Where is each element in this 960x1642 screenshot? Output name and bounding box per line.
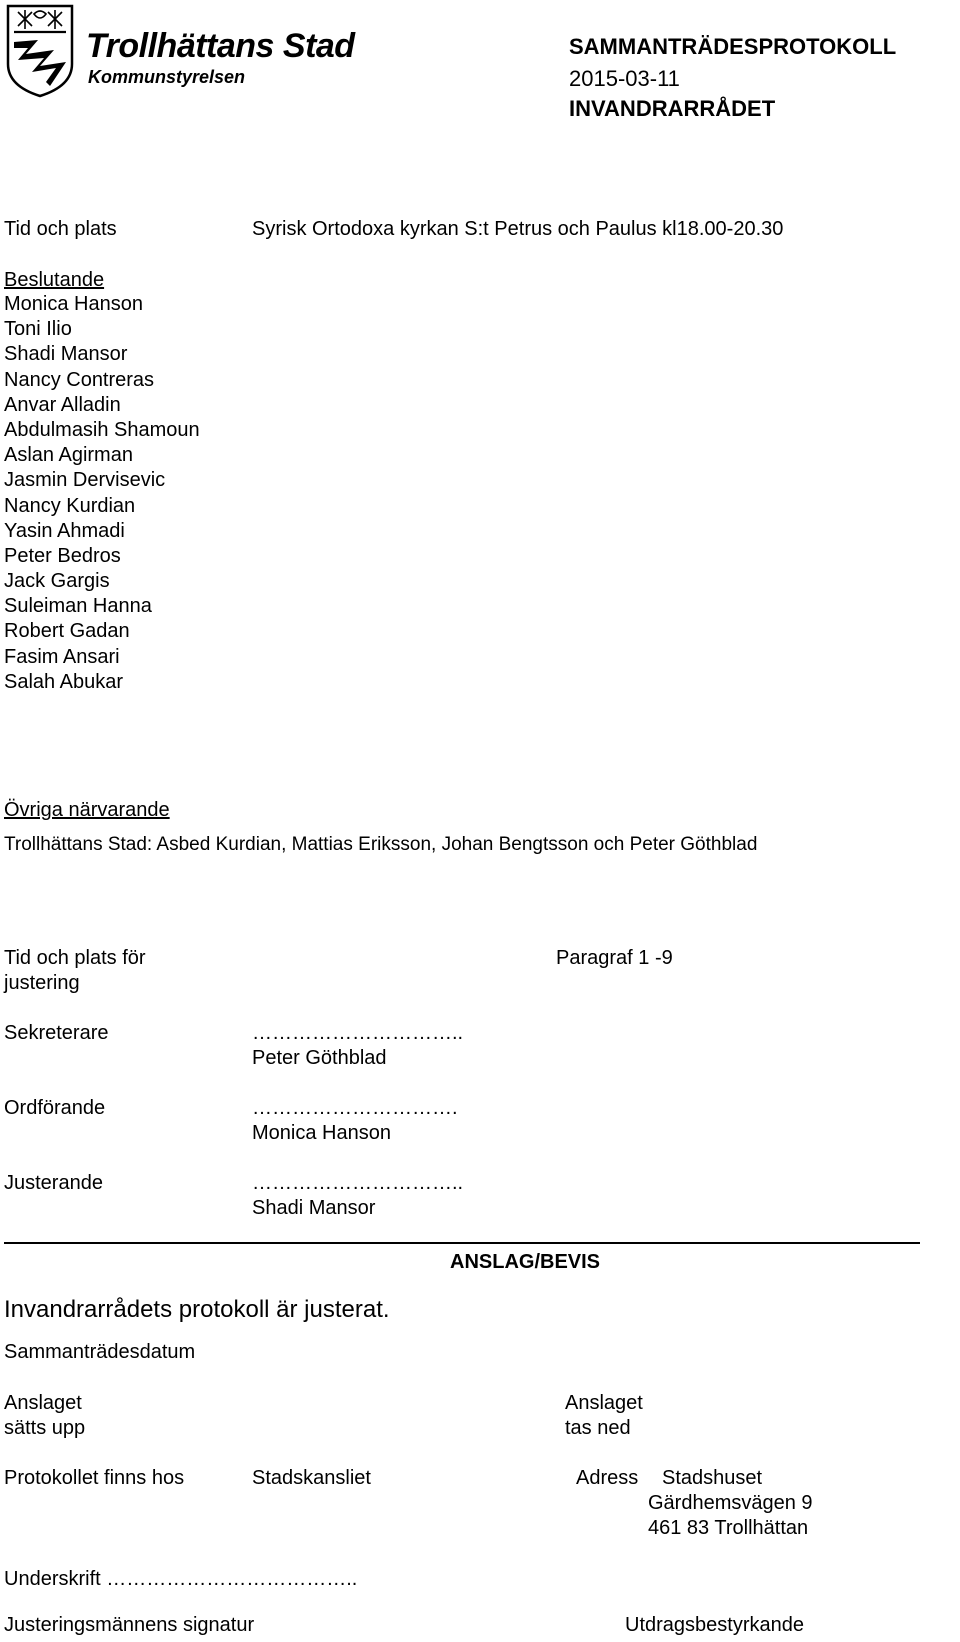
document-date: 2015-03-11 — [569, 66, 680, 91]
organization-name: Trollhättans Stad — [86, 27, 355, 65]
document-type: SAMMANTRÄDESPROTOKOLL — [569, 34, 897, 59]
paragraph-range: Paragraf 1 -9 — [556, 947, 673, 969]
time-place-value: Syrisk Ortodoxa kyrkan S:t Petrus och Paulus kl18.00-20.30 — [252, 218, 784, 240]
decision-maker-item: Fasim Ansari — [4, 645, 120, 668]
decision-makers-list — [4, 292, 200, 695]
chair-label: Ordförande — [4, 1097, 106, 1119]
chair-name: Monica Hanson — [252, 1122, 391, 1144]
secretary-name: Peter Göthblad — [252, 1047, 387, 1069]
protocol-kept-value: Stadskansliet — [252, 1467, 371, 1489]
decision-maker-item: Monica Hanson — [4, 293, 143, 315]
decision-maker-item: Nancy Kurdian — [4, 494, 136, 517]
address-line-2: Gärdhemsvägen 9 — [648, 1492, 813, 1514]
organization-subtitle: Kommunstyrelsen — [88, 67, 246, 87]
time-place-label: Tid och plats — [4, 218, 117, 240]
certified-extract-label: Utdragsbestyrkande — [625, 1614, 804, 1636]
decision-maker-item: Nancy Contreras — [4, 368, 155, 391]
address-label: Adress — [576, 1467, 639, 1489]
others-present-text: Trollhättans Stad: Asbed Kurdian, Mattias Eriksson, Johan Bengtsson och Peter Göthblad — [4, 834, 758, 855]
posted-label: Anslaget — [4, 1392, 82, 1414]
chair-signature-line: …………………………. — [252, 1097, 458, 1119]
decision-maker-item: Aslan Agirman — [4, 444, 133, 467]
decision-maker-item: Peter Bedros — [4, 544, 121, 567]
adjuster-name: Shadi Mansor — [252, 1197, 376, 1219]
posted-label-cont: sätts upp — [4, 1417, 86, 1439]
decision-maker-item: Jack Gargis — [4, 570, 110, 593]
decision-maker-item: Abdulmasih Shamoun — [4, 418, 200, 441]
decision-maker-item: Suleiman Hanna — [4, 595, 152, 618]
coat-of-arms-logo — [4, 2, 76, 98]
secretary-signature-line: ………………………….. — [252, 1022, 464, 1044]
protocol-kept-label: Protokollet finns hos — [4, 1467, 185, 1489]
section-divider — [4, 1242, 920, 1244]
adjusters-signature-label: Justeringsmännens signatur — [4, 1614, 255, 1636]
notice-heading: ANSLAG/BEVIS — [450, 1251, 601, 1273]
adjustment-label-cont: justering — [4, 972, 80, 994]
meeting-date-label: Sammanträdesdatum — [4, 1341, 196, 1363]
removed-label: Anslaget — [565, 1392, 643, 1414]
decision-maker-item: Jasmin Dervisevic — [4, 469, 166, 492]
adjuster-label: Justerande — [4, 1172, 103, 1194]
council-name: INVANDRARRÅDET — [569, 96, 776, 121]
decision-makers-heading: Beslutande — [4, 269, 105, 291]
adjuster-signature-line: ………………………….. — [252, 1172, 464, 1194]
removed-label-cont: tas ned — [565, 1417, 631, 1439]
decision-maker-item: Yasin Ahmadi — [4, 519, 125, 542]
decision-maker-item: Salah Abukar — [4, 670, 123, 693]
address-line-1: Stadshuset — [662, 1467, 763, 1489]
adjustment-label: Tid och plats för — [4, 947, 146, 969]
others-present-heading: Övriga närvarande — [4, 799, 170, 821]
signature-line: Underskrift ……………………………….. — [4, 1568, 358, 1590]
decision-maker-item: Toni Ilio — [4, 318, 72, 341]
protocol-statement: Invandrarrådets protokoll är justerat. — [4, 1296, 390, 1323]
decision-maker-item: Anvar Alladin — [4, 393, 121, 416]
decision-maker-item: Robert Gadan — [4, 620, 130, 643]
decision-maker-item: Shadi Mansor — [4, 343, 128, 366]
secretary-label: Sekreterare — [4, 1022, 109, 1044]
address-line-3: 461 83 Trollhättan — [648, 1517, 809, 1539]
